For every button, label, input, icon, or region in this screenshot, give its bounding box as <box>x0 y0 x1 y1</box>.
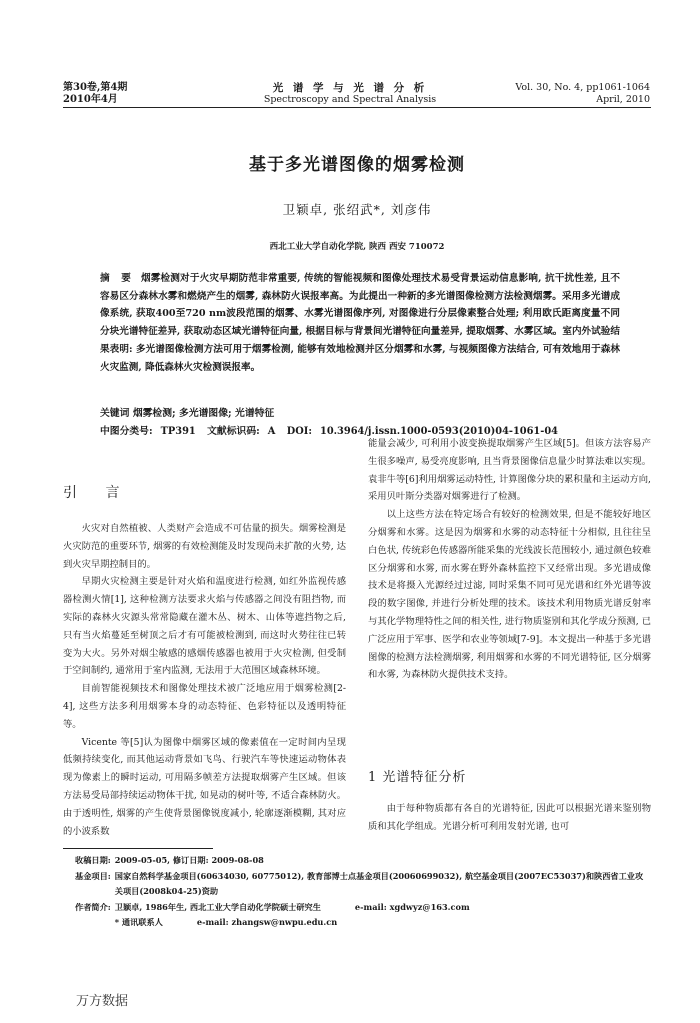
received-label: 收稿日期: <box>75 855 111 865</box>
corresponding-label: * 通讯联系人 <box>114 917 163 927</box>
doi-label: DOI: <box>286 426 313 437</box>
intro-paragraph: 以上这些方法在特定场合有较好的检测效果, 但是不能较好地区分烟雾和水雾。这是因为烟雾和水雾的动态特征十分相似, 且往往呈白色状, 传统彩色传感器所能采集的光线波长范围较小, 通过颜色较难区分烟雾和水雾, 而水雾在野外森林监控下又经常出现。多光谱成像技术是将摄入光源经过过滤, 同时采集不同可见光谱和红外光谱等波段的数字图像, 并进行分析处理的技术。该技术利用物质光谱反射率与其化学物理特性之间的相关性, 进行物质鉴别和其化学成分预测, 已广泛应用于军事、医学和农业等领域[7-9]。本文提出一种基于多光谱图像的检测方法检测烟雾, 利用烟雾和水雾的不同光谱特征, 区分烟雾和水雾, 为森林防火提供技术支持。 <box>368 509 651 681</box>
affiliation: 西北工业大学自动化学院, 陕西 西安 710072 <box>269 242 445 252</box>
clc-label: 中图分类号: <box>100 426 153 437</box>
journal-name-en: Spectroscopy and Spectral Analysis <box>263 94 437 105</box>
clc-value: TP391 <box>160 426 196 437</box>
date-cn: 2010年4月 <box>63 94 118 105</box>
intro-paragraph: 目前智能视频技术和图像处理技术被广泛地应用于烟雾检测[2-4], 这些方法多利用烟雾本身的动态特征、色彩特征以及透明特征等。 <box>63 683 346 730</box>
abstract-label: 摘 要 <box>100 273 136 284</box>
author-email[interactable]: e-mail: xgdwyz@163.com <box>354 901 470 912</box>
doi-value: 10.3964/j.issn.1000-0593(2010)04-1061-04 <box>320 426 558 437</box>
footnotes <box>75 853 651 931</box>
spectral-section-body <box>368 800 651 836</box>
doc-label: 文献标识码: <box>207 426 260 437</box>
footnote-received <box>75 853 651 869</box>
journal-name <box>200 82 500 106</box>
section-heading-spectral: 1 光谱特征分析 <box>368 770 467 785</box>
funding-text: 国家自然科学基金项目(60634030, 60775012), 教育部博士点基金项目(20060699032), 航空基金项目(2007EC53037)和陕西省工业攻关项目(2008k04-25)资助 <box>114 870 644 896</box>
intro-paragraph: 早期火灾检测主要是针对火焰和温度进行检测, 如红外监视传感器检测火情[1], 这种检测方法要求火焰与传感器之间没有阻挡物, 而实际的森林火灾源头常常隐藏在灌木丛、树木、山体等遮挡物之后, 只有当火焰蔓延至树顶之后才有可能被检测到, 而这时火势往往已转变为大火。另外对烟尘敏感的感烟传感器也被用于火灾检测, 但受制于空间制约, 通常用于室内监测, 无法用于大范围区域森林环境。 <box>63 576 346 677</box>
author-bio: 卫颖卓, 1986年生, 西北工业大学自动化学院硕士研究生 <box>114 901 321 912</box>
intro-paragraph: 能量会减少, 可利用小波变换提取烟雾产生区域[5]。但该方法容易产生很多噪声, 易受亮度影响, 且当背景图像信息量少时算法难以实现。袁非牛等[6]利用烟雾运动特性, 计算图像分块的累积量和主运动方向, 采用贝叶斯分类器对烟雾进行了检测。 <box>368 438 651 503</box>
journal-issue-cn <box>63 82 127 106</box>
footnote-author <box>75 900 651 916</box>
journal-issue-en <box>515 82 650 106</box>
intro-paragraph: 火灾对自然植被、人类财产会造成不可估量的损失。烟雾检测是火灾防范的重要环节, 烟雾的有效检测能及时发现尚未扩散的火势, 达到火灾早期控制目的。 <box>63 523 346 570</box>
header-rule <box>63 107 651 108</box>
footnote-funding <box>75 869 651 900</box>
intro-paragraph: Vicente 等[5]认为图像中烟雾区域的像素值在一定时间内呈现低频持续变化, 而其他运动背景如飞鸟、行驶汽车等快速运动物体表现为像素上的瞬时运动, 可用隔多帧差方法提取烟雾产生区域。但该方法易受局部持续运动物体干扰, 如晃动的树叶等, 不适合森林防火。由于透明性, 烟雾的产生使背景图像锐度减小, 轮廓逐渐模糊, 其对应的小波系数 <box>63 736 346 837</box>
section-heading-introduction: 引 言 <box>63 485 132 501</box>
received-dates: 2009-05-05, 修订日期: 2009-08-08 <box>114 855 264 865</box>
volume-issue-en: Vol. 30, No. 4, pp1061-1064 <box>515 82 650 93</box>
left-column <box>63 520 346 840</box>
abstract-text: 烟雾检测对于火灾早期防范非常重要, 传统的智能视频和图像处理技术易受背景运动信息影响, 抗干扰性差, 且不容易区分森林水雾和燃烧产生的烟雾, 森林防火误报率高。为此提出一种新的多光谱图像检测方法检测烟雾。采用多光谱成像系统, 获取400至720 nm波段范围的烟雾、水雾光谱图像序列, 对图像进行分层像素整合处理; 利用欧氏距离度量不同分块光谱特征差异, 获取动态区域光谱特征向量, 根据目标与背景间光谱特征向量差异, 提取烟雾、水雾区域。室内外试验结果表明: 多光谱图像检测方法可用于烟雾检测, 能够有效地检测并区分烟雾和水雾, 与视频图像方法结合, 可有效地用于森林火灾监测, 降低森林火灾检测误报率。 <box>100 273 621 373</box>
footnote-rule <box>63 848 213 849</box>
paper-title: 基于多光谱图像的烟雾检测 <box>249 155 465 175</box>
right-column <box>368 435 651 684</box>
volume-issue-cn: 第30卷,第4期 <box>63 82 128 93</box>
funding-label: 基金项目: <box>75 870 111 881</box>
abstract <box>100 270 620 376</box>
journal-name-cn: 光 谱 学 与 光 谱 分 析 <box>272 82 428 94</box>
spectral-paragraph: 由于每种物质都有各自的光谱特征, 因此可以根据光谱来鉴别物质和其化学组成。光谱分析可利用发射光谱, 也可 <box>368 803 651 832</box>
keywords-label: 关键词 <box>100 408 130 419</box>
corresponding-email[interactable]: e-mail: zhangsw@nwpu.edu.cn <box>196 917 338 927</box>
footnote-corresponding <box>75 915 651 931</box>
keywords-text: 烟雾检测; 多光谱图像; 光谱特征 <box>132 408 275 419</box>
author-bio-label: 作者简介: <box>75 901 111 912</box>
keywords <box>100 405 620 423</box>
watermark-wanfang: 万方数据 <box>76 994 129 1009</box>
author-list: 卫颖卓, 张绍武*, 刘彦伟 <box>282 202 432 217</box>
date-en: April, 2010 <box>596 94 650 105</box>
doc-value: A <box>267 426 276 437</box>
